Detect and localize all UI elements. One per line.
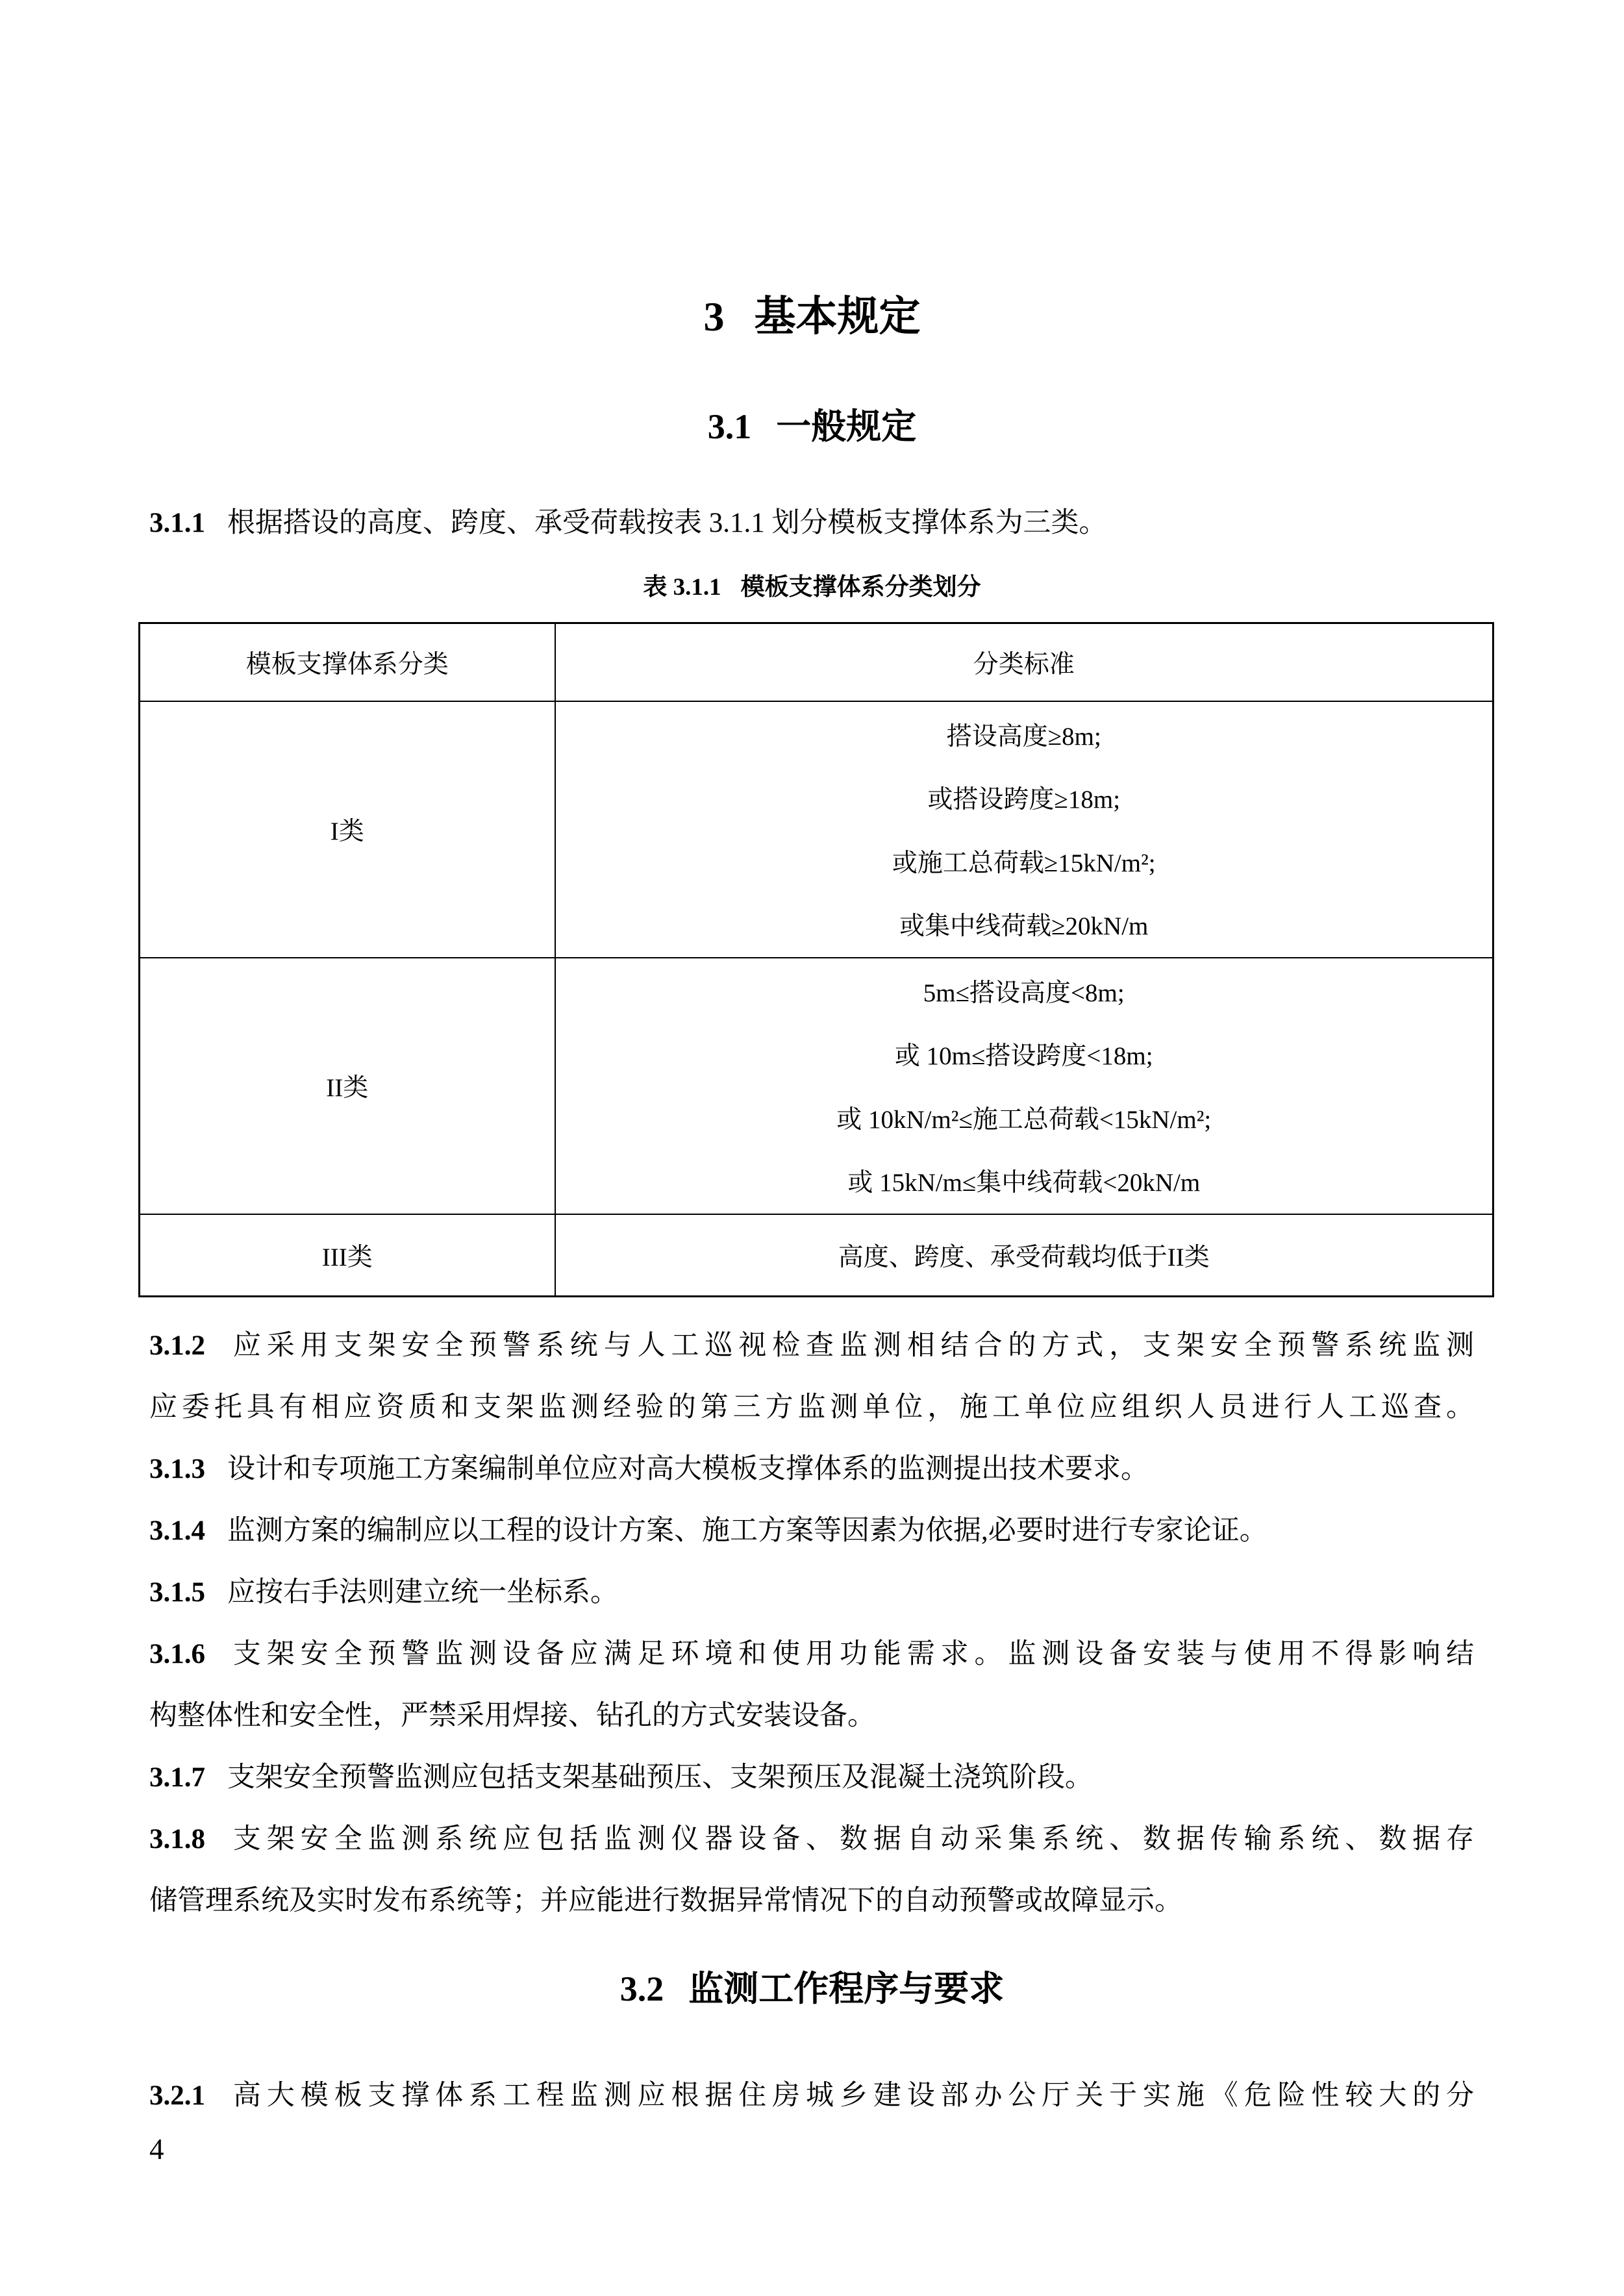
clause-3-1-8-line-1	[149, 1808, 1474, 1870]
criteria-cell: 高度、跨度、承受荷载均低于II类	[555, 1214, 1493, 1297]
chapter-number: 3	[703, 293, 725, 340]
clause-number: 3.1.5	[149, 1577, 205, 1608]
clause-3-1-6-line-1	[149, 1623, 1474, 1685]
criteria-line: 搭设高度≥8m;	[946, 722, 1101, 751]
chapter-title: 基本规定	[754, 293, 921, 340]
clause-number: 3.1.1	[149, 508, 205, 538]
clause-text: 高大模板支撑体系工程监测应根据住房城乡建设部办公厅关于实施《危险性较大的分	[227, 2080, 1474, 2111]
clause-3-1-3	[149, 1438, 1474, 1500]
clause-3-1-2-line-2	[149, 1377, 1474, 1438]
criteria-line: 或搭设跨度≥18m;	[927, 786, 1121, 814]
table-caption	[0, 571, 1624, 604]
criteria-stack	[556, 959, 1493, 1212]
clause-text: 支架安全预警监测设备应满足环境和使用功能需求。监测设备安装与使用不得影响结	[227, 1639, 1474, 1669]
chapter-heading	[0, 293, 1624, 340]
section-title: 一般规定	[776, 407, 917, 446]
category-cell: II类	[140, 958, 555, 1214]
criteria-stack	[556, 703, 1493, 956]
table-row	[140, 958, 1493, 1214]
clause-text: 设计和专项施工方案编制单位应对高大模板支撑体系的监测提出技术要求。	[227, 1454, 1149, 1484]
page-number: 4	[149, 2133, 164, 2165]
criteria-line: 或 10kN/m²≤施工总荷载<15kN/m²;	[836, 1105, 1212, 1134]
clause-number: 3.1.3	[149, 1454, 205, 1484]
clause-text: 应按右手法则建立统一坐标系。	[227, 1577, 618, 1608]
clause-number: 3.1.6	[149, 1639, 205, 1669]
clauses-block	[149, 1315, 1474, 1932]
clause-text: 构整体性和安全性，严禁采用焊接、钻孔的方式安装设备。	[149, 1701, 875, 1731]
criteria-line: 5m≤搭设高度<8m;	[923, 979, 1125, 1007]
table-row	[140, 701, 1493, 958]
criteria-cell	[555, 958, 1493, 1214]
clause-3-1-2-line-1	[149, 1315, 1474, 1377]
clause-number: 3.1.8	[149, 1824, 205, 1854]
header-cell-category: 模板支撑体系分类	[140, 623, 555, 701]
criteria-line: 或集中线荷载≥20kN/m	[899, 912, 1149, 941]
criteria-line: 或 10m≤搭设跨度<18m;	[894, 1042, 1153, 1071]
clause-number: 3.1.4	[149, 1516, 205, 1546]
section-title: 监测工作程序与要求	[688, 1969, 1005, 2008]
criteria-line: 或施工总荷载≥15kN/m²;	[892, 849, 1156, 877]
clause-text: 支架安全监测系统应包括监测仪器设备、数据自动采集系统、数据传输系统、数据存	[227, 1824, 1474, 1854]
category-cell: I类	[140, 701, 555, 958]
clause-text: 应采用支架安全预警系统与人工巡视检查监测相结合的方式，支架安全预警系统监测	[227, 1330, 1474, 1361]
clause-3-1-7	[149, 1747, 1474, 1808]
clause-3-1-1	[149, 504, 1474, 543]
clause-3-1-4	[149, 1500, 1474, 1562]
category-cell: III类	[140, 1214, 555, 1297]
clause-3-1-8-line-2	[149, 1870, 1474, 1932]
clause-text: 应委托具有相应资质和支架监测经验的第三方监测单位，施工单位应组织人员进行人工巡查。	[149, 1392, 1474, 1423]
section-number: 3.2	[619, 1969, 664, 2008]
clause-text: 根据搭设的高度、跨度、承受荷载按表 3.1.1 划分模板支撑体系为三类。	[227, 508, 1107, 538]
criteria-cell	[555, 701, 1493, 958]
table-row	[140, 1214, 1493, 1297]
clause-number: 3.2.1	[149, 2080, 205, 2111]
clause-3-1-6-line-2	[149, 1685, 1474, 1747]
header-cell-criteria: 分类标准	[555, 623, 1493, 701]
section-number: 3.1	[707, 407, 752, 446]
clause-number: 3.1.2	[149, 1330, 205, 1361]
clause-3-1-5	[149, 1562, 1474, 1623]
clause-3-2-1	[149, 2065, 1474, 2127]
clause-text: 支架安全预警监测应包括支架基础预压、支架预压及混凝土浇筑阶段。	[227, 1762, 1093, 1793]
clause-text: 储管理系统及实时发布系统等；并应能进行数据异常情况下的自动预警或故障显示。	[149, 1886, 1182, 1916]
table-caption-title: 模板支撑体系分类划分	[740, 574, 981, 601]
section-heading-3-2	[0, 1969, 1624, 2009]
clause-text: 监测方案的编制应以工程的设计方案、施工方案等因素为依据,必要时进行专家论证。	[227, 1516, 1268, 1546]
clause-number: 3.1.7	[149, 1762, 205, 1793]
criteria-line: 或 15kN/m≤集中线荷载<20kN/m	[847, 1169, 1201, 1197]
table-header-row	[140, 623, 1493, 701]
section-heading-3-1	[0, 406, 1624, 447]
classification-table	[138, 622, 1494, 1297]
table-caption-label: 表 3.1.1	[643, 574, 721, 601]
